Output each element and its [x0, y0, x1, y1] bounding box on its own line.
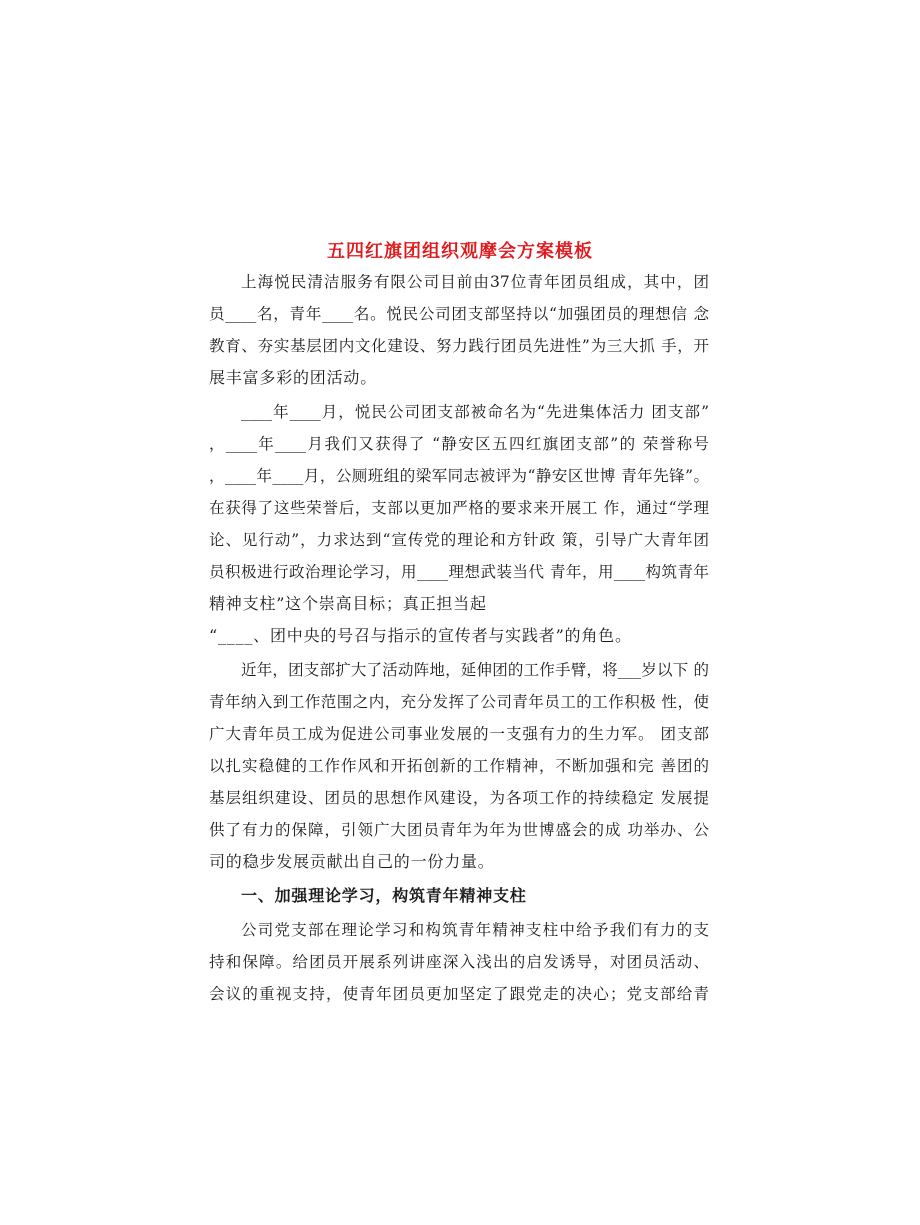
text-line: 公司党支部在理论学习和构筑青年精神支柱中给予我们有力的支 [241, 921, 709, 939]
text-line: 员积极进行政治理论学习，用____理想武装当代 青年，用____构筑青年 [209, 563, 709, 581]
text-line: ，____年____月，公厕班组的梁军同志被评为“静安区世博 青年先锋”。 [209, 467, 709, 485]
text-line: 青年纳入到工作范围之内，充分发挥了公司青年员工的工作积极 性，使 [209, 693, 709, 711]
section-heading: 一、加强理论学习，构筑青年精神支柱 [241, 886, 527, 905]
text-line: 以扎实稳健的工作作风和开拓创新的工作精神，不断加强和完 善团的 [209, 757, 709, 775]
text-line: 司的稳步发展贡献出自己的一份力量。 [209, 852, 495, 871]
text-line: 展丰富多彩的团活动。 [209, 368, 378, 387]
text-line: “____、团中央的号召与指示的宣传者与实践者”的角色。 [209, 626, 632, 645]
text-line: 供了有力的保障，引领广大团员青年为年为世博盛会的成 功举办、公 [209, 821, 709, 839]
text-line: 基层组织建设、团员的思想作风建设，为各项工作的持续稳定 发展提 [209, 789, 709, 807]
text-line: ，____年____月我们又获得了 “静安区五四红旗团支部”的 荣誉称号 [209, 435, 709, 453]
text-line: 员____名，青年____名。悦民公司团支部坚持以“加强团员的理想信 念 [209, 305, 709, 323]
text-line: 广大青年员工成为促进公司事业发展的一支强有力的生力军。 团支部 [209, 725, 709, 743]
text-line: 论、见行动”，力求达到“宣传党的理论和方针政 策，引导广大青年团 [209, 531, 709, 549]
text-line: 会议的重视支持，使青年团员更加坚定了跟党走的决心；党支部给青 [209, 985, 709, 1003]
text-line: 近年，团支部扩大了活动阵地，延伸团的工作手臂，将___岁以下 的 [241, 661, 709, 679]
text-line: 上海悦民清洁服务有限公司目前由37位青年团员组成，其中，团 [241, 273, 709, 291]
text-line: 精神支柱”这个崇高目标；真正担当起 [209, 594, 487, 613]
document-title: 五四红旗团组织观摩会方案模板 [327, 241, 593, 262]
text-line: 在获得了这些荣誉后，支部以更加严格的要求来开展工 作，通过“学理 [209, 499, 709, 517]
text-line: 持和保障。给团员开展系列讲座深入浅出的启发诱导，对团员活动、 [209, 953, 709, 971]
text-line: 教育、夯实基层团内文化建设、努力践行团员先进性”为三大抓 手，开 [209, 337, 709, 355]
text-line: ____年____月，悦民公司团支部被命名为“先进集体活力 团支部” [241, 403, 709, 421]
